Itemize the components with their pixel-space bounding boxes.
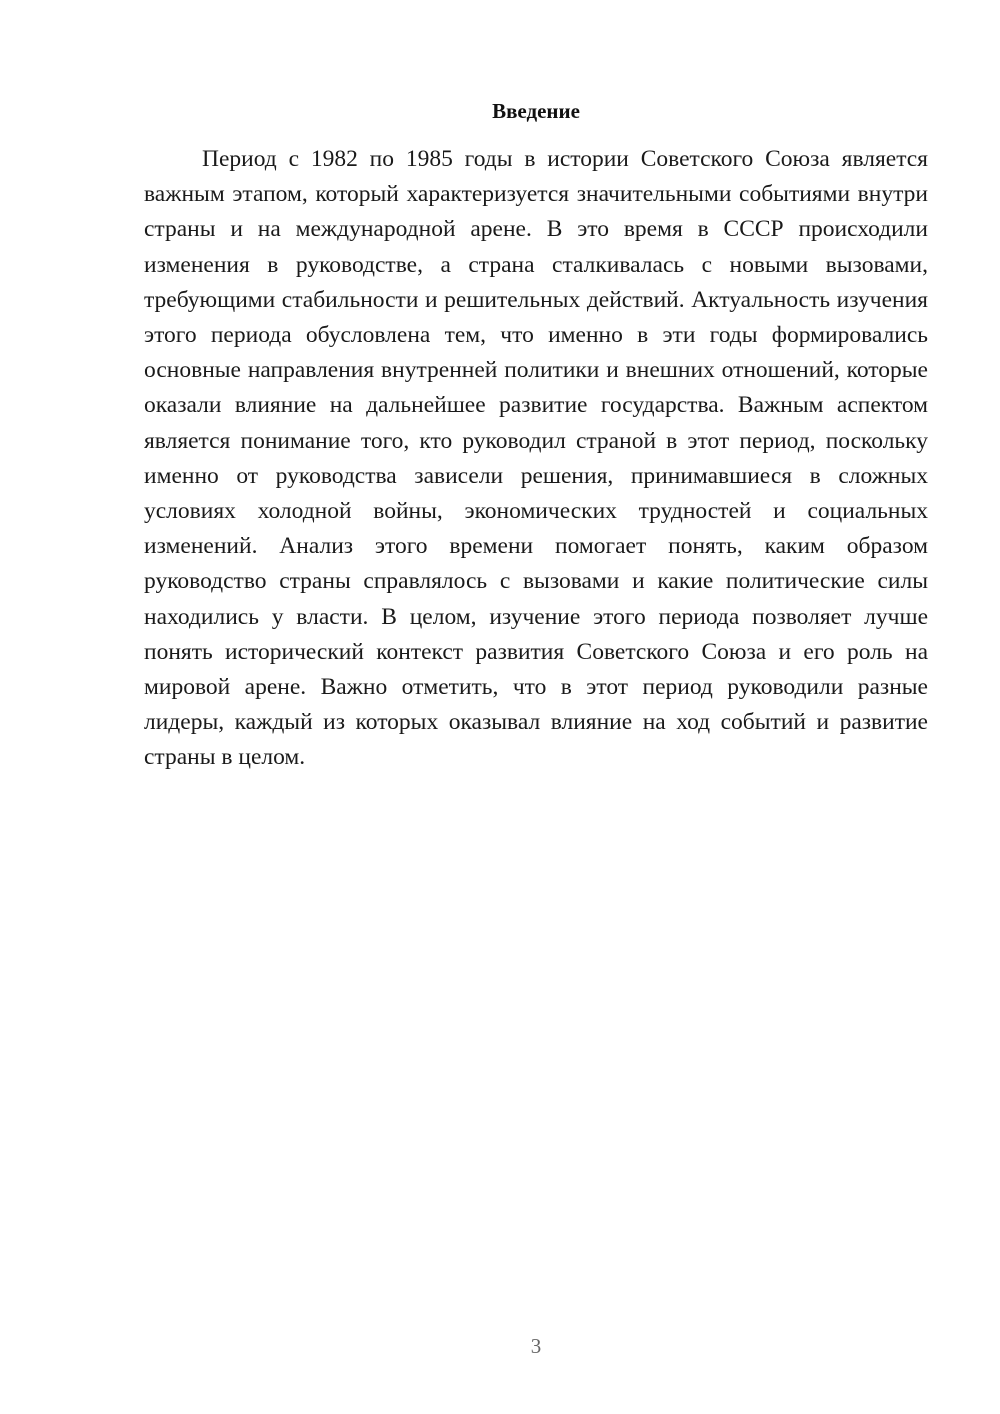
introduction-paragraph: Период с 1982 по 1985 годы в истории Советского Союза является важным этапом, который характеризуется значительными событиями внутри страны и на международной арене. В это время в СССР происходили изменения в руководстве, а страна сталкивалась с новыми вызовами, требующими стабильности и решительных действий. Актуальность изучения этого периода обусловлена тем, что именно в эти годы формировались основные направления внутренней политики и внешних отношений, которые оказали влияние на дальнейшее развитие государства. Важным аспектом является понимание того, кто руководил страной в этот период, поскольку именно от руководства зависели решения, принимавшиеся в сложных условиях холодной войны, экономических трудностей и социальных изменений. Анализ этого времени помогает понять, каким образом руководство страны справлялось с вызовами и какие политические силы находились у власти. В целом, изучение этого периода позволяет лучше понять исторический контекст развития Советского Союза и его роль на мировой арене. Важно отметить, что в этот период руководили разные лидеры, каждый из которых оказывал влияние на ход событий и развитие страны в целом. bbox=[144, 146, 928, 771]
page-number: 3 bbox=[530, 1334, 542, 1358]
section-heading: Введение bbox=[492, 99, 580, 123]
body-text bbox=[144, 142, 928, 776]
